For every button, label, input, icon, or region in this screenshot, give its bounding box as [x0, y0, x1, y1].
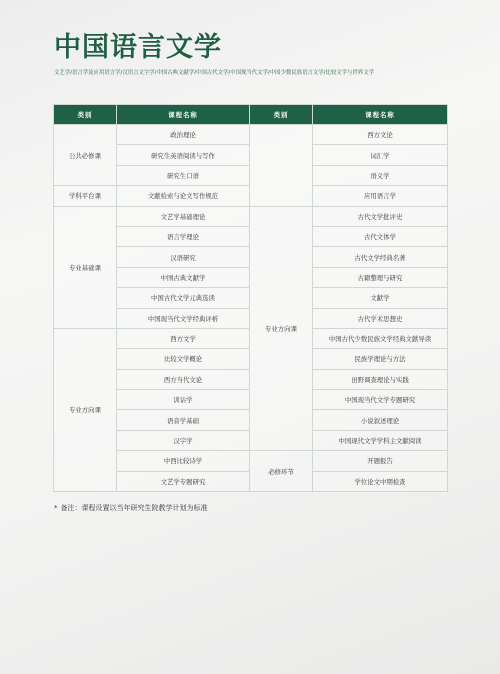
course-cell: 民族学理论与方法 [313, 349, 448, 369]
course-cell: 田野调查理论与实践 [313, 369, 448, 389]
course-cell: 开题报告 [313, 451, 448, 471]
course-cell: 中国古代少数民族文学经典文献导读 [313, 328, 448, 348]
course-cell: 文献检索与论文写作规范 [117, 186, 250, 206]
category-cell: 学科平台课 [54, 186, 117, 206]
course-cell: 语言学理论 [117, 226, 250, 246]
course-cell: 文艺学基础理论 [117, 206, 250, 226]
course-cell: 语义学 [313, 165, 448, 185]
course-cell: 古代文学批评史 [313, 206, 448, 226]
course-cell: 古籍整理与研究 [313, 267, 448, 287]
page-subtitle: 文艺学/语言学及应用语言学/汉语言文字学/中国古典文献学/中国古代文学/中国现当代文学/中国少数民族语言文学/比较文学与世界文学 [54, 70, 374, 76]
category-cell [250, 125, 313, 207]
course-cell: 语音学基础 [117, 410, 250, 430]
course-cell: 汉字学 [117, 430, 250, 450]
course-cell: 西方文论 [313, 125, 448, 145]
course-cell: 古代文体学 [313, 226, 448, 246]
course-cell: 古代文学经典名著 [313, 247, 448, 267]
course-cell: 中国现当代文学专题研究 [313, 390, 448, 410]
course-cell: 应用语言学 [313, 186, 448, 206]
course-cell: 比较文学概论 [117, 349, 250, 369]
course-cell: 汉语研究 [117, 247, 250, 267]
course-cell: 学位论文中期检查 [313, 471, 448, 491]
table-row [54, 125, 448, 145]
course-cell: 研究生口语 [117, 165, 250, 185]
page-title: 中国语言文学 [54, 32, 222, 63]
course-cell: 词汇学 [313, 145, 448, 165]
course-cell: 政治理论 [117, 125, 250, 145]
course-cell: 中西比较诗学 [117, 451, 250, 471]
category-cell: 公共必修课 [54, 125, 117, 186]
course-cell: 中国现当代文学经典评析 [117, 308, 250, 328]
course-cell: 中国古典文献学 [117, 267, 250, 287]
header-category-right: 类别 [250, 105, 313, 125]
course-cell: 古代学术思想史 [313, 308, 448, 328]
course-cell: 研究生英语阅读与写作 [117, 145, 250, 165]
course-cell: 文艺学专题研究 [117, 471, 250, 491]
table-row [54, 206, 448, 226]
category-cell: 专业方向课 [54, 328, 117, 491]
course-cell: 西方当代文论 [117, 369, 250, 389]
header-category-left: 类别 [54, 105, 117, 125]
course-cell: 训诂学 [117, 390, 250, 410]
footnote-star: * [54, 504, 58, 512]
course-cell: 小说叙述理论 [313, 410, 448, 430]
category-cell: 专业基础课 [54, 206, 117, 328]
course-cell: 西方文学 [117, 328, 250, 348]
category-cell: 必修环节 [250, 451, 313, 492]
header-course-right: 课程名称 [313, 105, 448, 125]
footnote [54, 503, 208, 513]
footnote-text: 备注：课程设置以当年研究生院教学计划为标准 [60, 504, 208, 512]
curriculum-table [53, 104, 448, 492]
category-cell: 专业方向课 [250, 206, 313, 451]
course-cell: 中国古代文学元典选读 [117, 288, 250, 308]
course-cell: 文献学 [313, 288, 448, 308]
table-header-row [54, 105, 448, 125]
course-cell: 中国现代文学学科主文献阅读 [313, 430, 448, 450]
header-course-left: 课程名称 [117, 105, 250, 125]
